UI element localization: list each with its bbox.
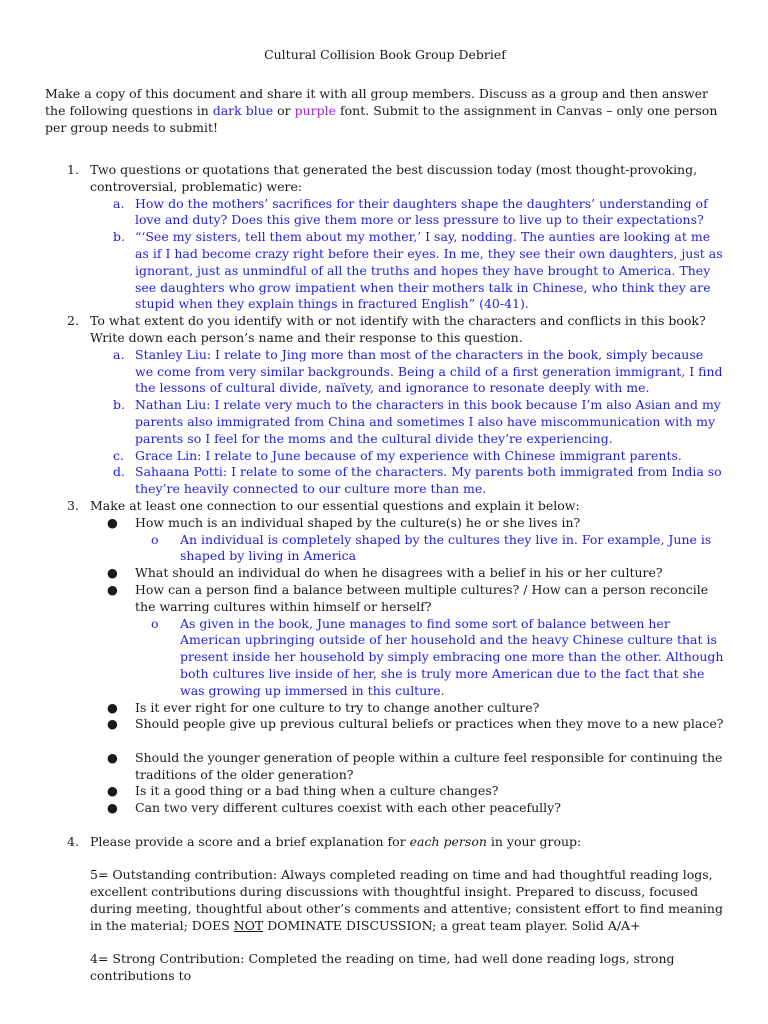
question-number: 2. [67,313,79,329]
answer-item: b. Nathan Liu: I relate very much to the characters in this book because I’m also Asian and my parents also immigrated from China and sometimes I also have miscommunication with my parents so I feel for the moms and the cultural divide they’re experiencing. [113,397,721,446]
question-text: Make at least one connection to our essential questions and explain it below: [90,497,580,513]
answer-item: a. Stanley Liu: I relate to Jing more than most of the characters in the book, simply because we come from very similar backgrounds. Being a child of a first generation immigrant, I find the lessons of cultural divide, naïvety, and ignorance to resonate deeply with me. [113,346,723,396]
answer-item: d. Sahaana Potti: I relate to some of the characters. My parents both immigrated from India so they’re heavily connected to our culture more than me. [113,464,722,497]
answer-item: c. Grace Lin: I relate to June because of my experience with Chinese immigrant parents. [113,447,682,463]
dark-blue-label: dark blue [212,102,274,118]
question-text: To what extent do you identify with or not identify with the characters and conflicts in this book? Write down each person’s name and their response to this question. [90,313,706,345]
bullet-icon: ● [107,749,118,765]
question-text: Two questions or quotations that generated the best discussion today (most thought-provoking, controversial, problematic) were: [90,162,698,194]
purple-label: purple [294,102,337,118]
circle-bullet-icon: o [151,531,159,547]
questions-list [45,162,725,985]
bullet-icon: ● [107,800,118,816]
bullet-icon: ● [107,699,118,715]
essential-question: ● Should people give up previous cultural beliefs or practices when they move to a new place? [107,716,724,732]
answer-item: a. How do the mothers’ sacrifices for their daughters shape the daughters’ understanding of love and duty? Does this give them more or less pressure to live up to their expectations? [113,195,708,228]
question-number: 3. [67,497,79,513]
document-title: Cultural Collision Book Group Debrief [264,47,506,62]
instructions-paragraph: Make a copy of this document and share it with all group members. Discuss as a group and then answer the following questions in dark blue or purple font. Submit to the assignment in Canvas – only one person per group needs to submit! [45,86,718,135]
essential-question-answer: o As given in the book, June manages to find some sort of balance between her American upbringing outside of her household and the heavy Chinese culture that is present inside her household by simply embracing one more than the other. Although both cultures live inside of her, she is truly more American due to the fact that she was growing up immersed in this culture. [151,615,724,698]
essential-question: ● Can two very different cultures coexist with each other peacefully? [107,800,561,816]
score-5-description: 5= Outstanding contribution: Always completed reading on time and had thoughtful reading logs, excellent contributions during discussions with thoughtful insight. Prepared to discuss, focused during meeting, thoughtful about other’s comments and attentive; consistent effort to find meaning in the material; DOES NOT DOMINATE DISCUSSION; a great team player. Solid A/A+ [90,867,723,933]
question-3 [45,498,725,515]
question-1 [45,162,725,196]
circle-bullet-icon: o [151,615,159,631]
question-2 [45,313,725,347]
essential-question: ● What should an individual do when he disagrees with a belief in his or her culture? [107,565,663,581]
essential-question-answer: o An individual is completely shaped by the cultures they live in. For example, June is shaped by living in America [151,531,712,564]
essential-question: ● Should the younger generation of people within a culture feel responsible for continuing the traditions of the older generation? [107,749,723,782]
score-4-description: 4= Strong Contribution: Completed the reading on time, had well done reading logs, strong contributions to [90,951,675,984]
question-4 [45,834,725,851]
question-number: 1. [67,162,79,177]
essential-question: ● How much is an individual shaped by the culture(s) he or she lives in? [107,514,581,530]
bullet-icon: ● [107,514,118,530]
question-text: Please provide a score and a brief explanation for each person in your group: [90,833,582,849]
question-number: 4. [67,833,79,849]
bullet-icon: ● [107,716,118,732]
essential-question: ● Is it ever right for one culture to try to change another culture? [107,699,540,715]
bullet-icon: ● [107,565,118,581]
answer-item: b. “‘See my sisters, tell them about my mother,’ I say, nodding. The aunties are looking at me as if I had become crazy right before their eyes. In me, they see their own daughters, just as ignorant, just as unmindful of all the truths and hopes they have brought to America. They see daughters who grow impatient when their mothers talk in Chinese, who think they are stupid when they explain things in fractured English” (40-41). [113,229,723,312]
bullet-icon: ● [107,581,118,597]
essential-question: ● How can a person find a balance between multiple cultures? / How can a person reconcile the warring cultures within himself or herself? [107,581,709,614]
essential-question: ● Is it a good thing or a bad thing when a culture changes? [107,783,499,799]
bullet-icon: ● [107,783,118,799]
